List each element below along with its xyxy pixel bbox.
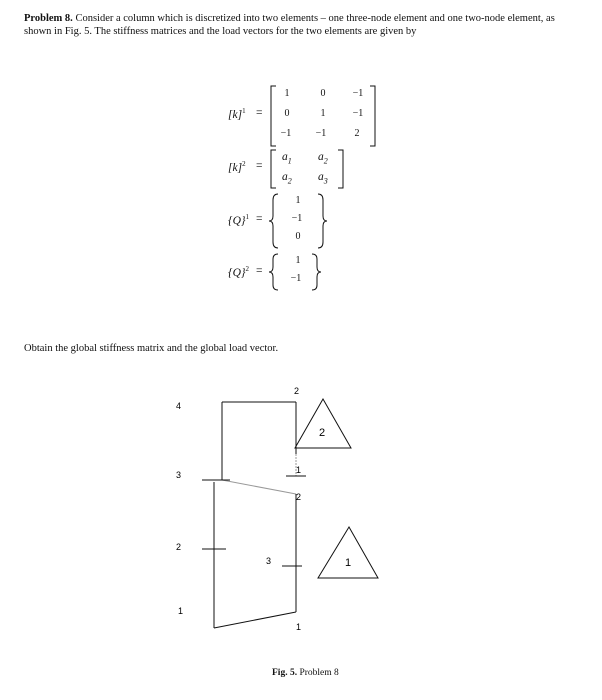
figure-5-diagram [0, 380, 602, 670]
problem-text: Consider a column which is discretized into two elements – one three-node element and one two-node element, as shown in Fig. 5. The stiffness matrices and the load vectors for the two elements are given by [24, 13, 555, 37]
element2-triangle [295, 399, 351, 448]
k1-cell: −1 [352, 108, 364, 119]
q2-equals: = [256, 265, 263, 277]
k1-cell: 1 [320, 108, 326, 119]
k1-cell: −1 [352, 88, 364, 99]
q1-cell: −1 [291, 213, 303, 224]
element1-local-node-3: 3 [266, 556, 272, 566]
global-node-4: 4 [176, 401, 182, 411]
q2-lhs: $\{Q\}^2$ [228, 265, 250, 279]
q2-cell: −1 [290, 273, 302, 284]
k2-matrix-brackets [268, 148, 346, 190]
element2-local-node-2: 2 [294, 386, 300, 396]
q1-cell: 0 [295, 231, 301, 242]
q1-cell: 1 [295, 195, 301, 206]
global-node-1: 1 [178, 606, 184, 616]
k2-equals: = [256, 160, 263, 172]
k1-cell: 0 [284, 108, 290, 119]
k1-cell: 2 [354, 128, 360, 139]
k2-cell: $a_1$ [282, 151, 292, 166]
element1-local-node-2: 2 [296, 492, 302, 502]
problem-statement [24, 12, 580, 38]
element2-label: 2 [319, 427, 326, 439]
k1-cell: 1 [284, 88, 290, 99]
element-interface-edge [222, 480, 296, 494]
element2-local-node-1: 1 [296, 465, 302, 475]
q1-lhs: $\{Q\}^1$ [228, 213, 250, 227]
k1-cell: −1 [315, 128, 327, 139]
element1-bottom-edge [214, 612, 296, 628]
k2-lhs: $[k]^2$ [228, 160, 246, 174]
element1-local-node-1: 1 [296, 622, 302, 632]
k2-cell: $a_2$ [318, 151, 328, 166]
q1-equals: = [256, 213, 263, 225]
k1-cell: 0 [320, 88, 326, 99]
k2-cell: $a_3$ [318, 171, 328, 186]
q2-cell: 1 [295, 255, 301, 266]
caption-label: Fig. 5. [272, 668, 298, 678]
problem-label: Problem 8. [24, 13, 73, 24]
k1-cell: −1 [280, 128, 292, 139]
figure-caption [272, 668, 339, 678]
global-node-3: 3 [176, 470, 182, 480]
element1-triangle [318, 527, 378, 578]
k1-equals: = [256, 107, 263, 119]
k2-cell: $a_2$ [282, 171, 292, 186]
instruction-text: Obtain the global stiffness matrix and the global load vector. [24, 343, 279, 354]
caption-text: Problem 8 [299, 668, 339, 678]
global-node-2: 2 [176, 542, 182, 552]
element1-label: 1 [345, 557, 352, 569]
k1-lhs: $[k]^1$ [228, 107, 246, 121]
